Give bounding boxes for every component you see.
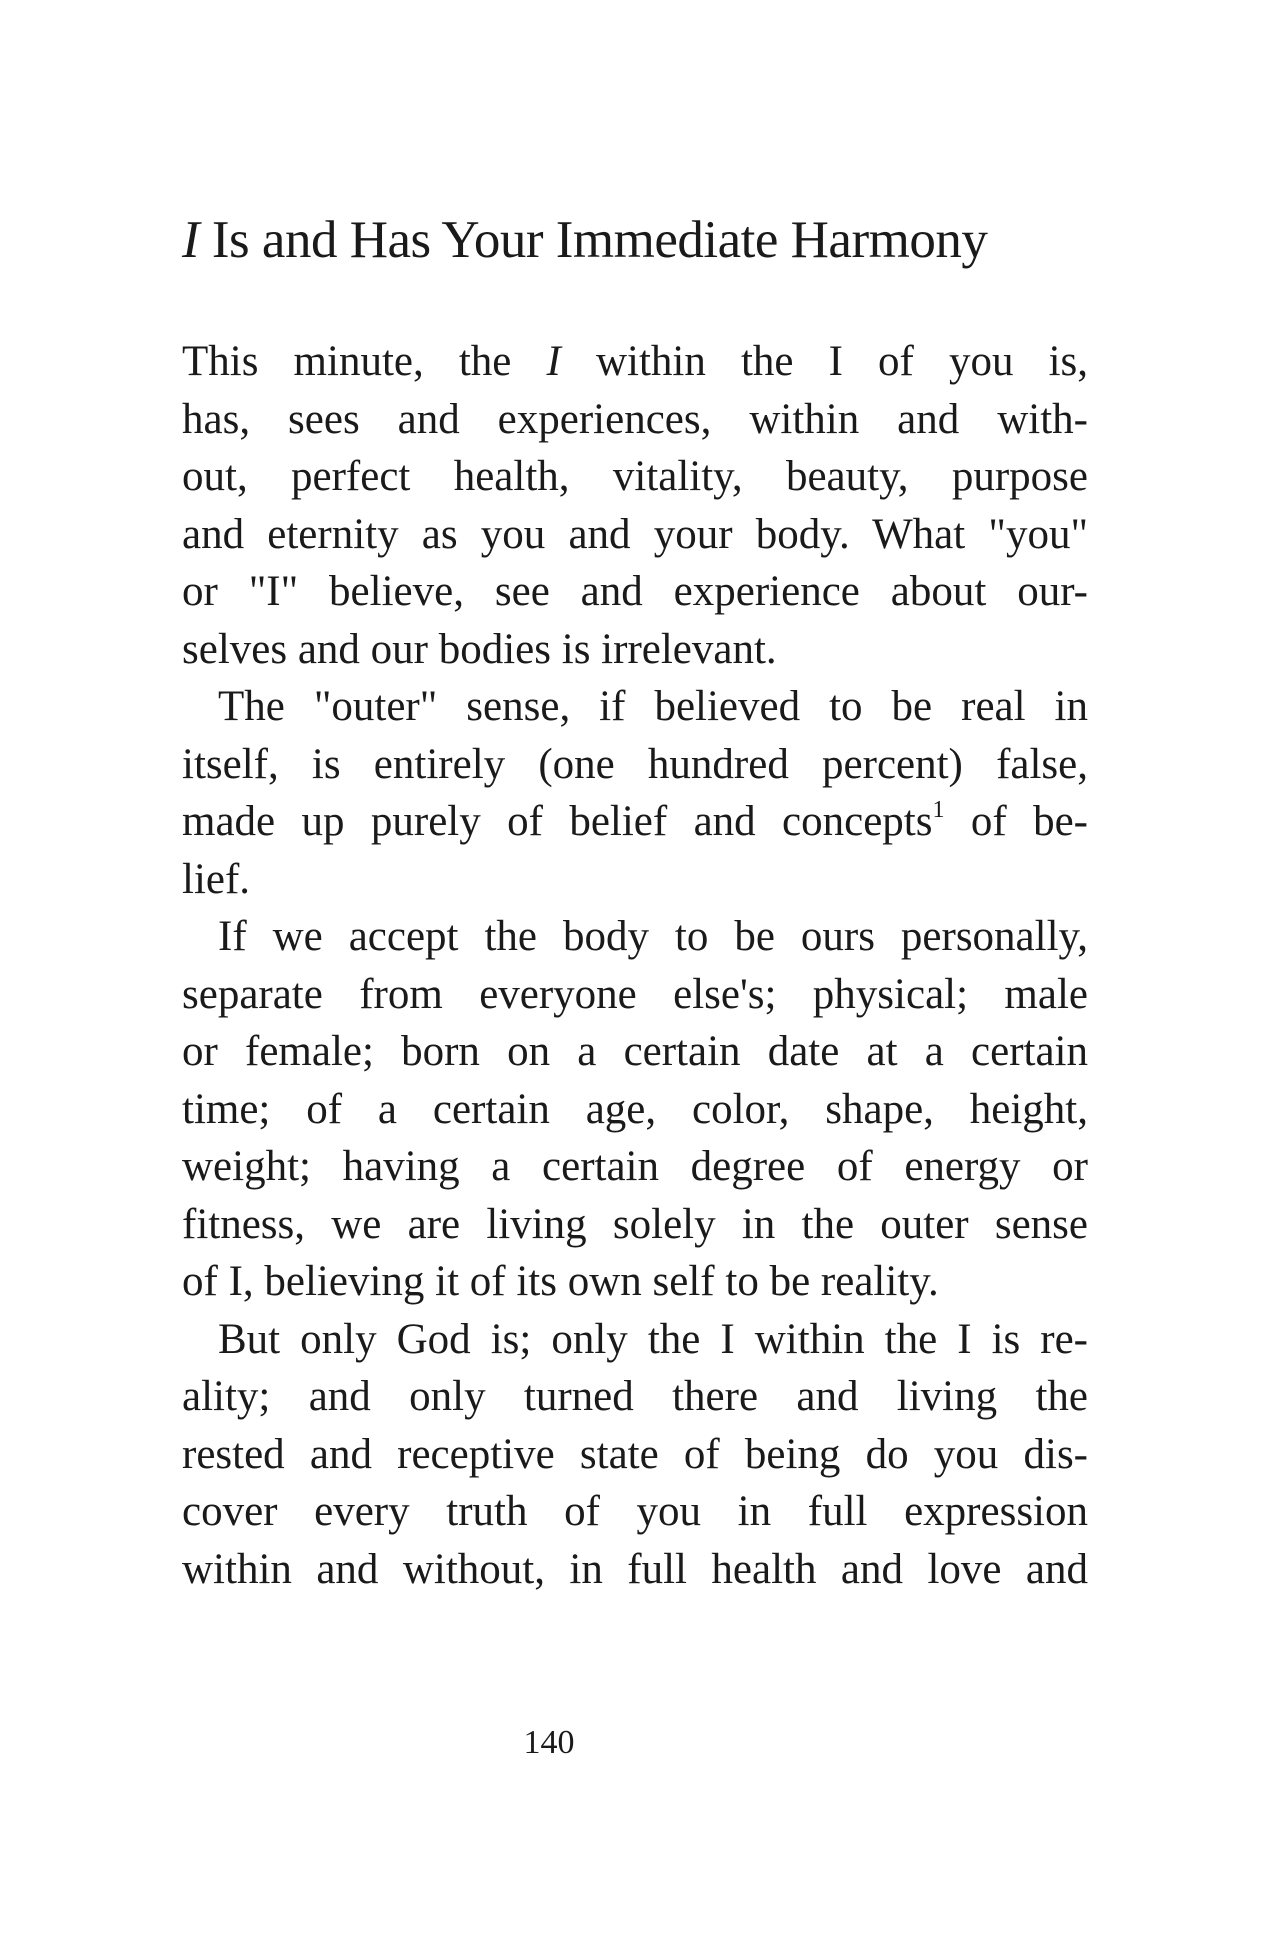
- text-line: and eternity as you and your body. What "you": [182, 510, 1088, 558]
- text-line: of I, believing it of its own self to be reality.: [182, 1258, 939, 1305]
- text-line: But only God is; only the I within the I is re-: [218, 1315, 1088, 1363]
- text-line: The "outer" sense, if believed to be real in: [218, 683, 1088, 730]
- footnote-marker[interactable]: 1: [932, 797, 945, 823]
- text-line: cover every truth of you in full expression: [182, 1488, 1088, 1535]
- text-line: ality; and only turned there and living the: [182, 1373, 1088, 1420]
- page-number: 140: [523, 1724, 575, 1761]
- italic-word: I: [546, 338, 561, 385]
- text-line: rested and receptive state of being do you dis-: [182, 1430, 1088, 1478]
- text-line: made up purely of belief and concepts$^1$ of be-: [182, 797, 1088, 845]
- text-line: separate from everyone else's; physical; male: [182, 970, 1088, 1018]
- body-text: [182, 333, 1088, 1598]
- chapter-title-text: Is and Has Your Immediate Harmony: [199, 211, 988, 269]
- text-line: selves and our bodies is irrelevant.: [182, 625, 777, 673]
- text-line: out, perfect health, vitality, beauty, purpose: [182, 453, 1088, 500]
- text-line: This minute, the I within the I of you is,: [182, 338, 1089, 385]
- text-line: fitness, we are living solely in the outer sense: [182, 1200, 1088, 1248]
- text-line: or "I" believe, see and experience about our-: [182, 568, 1088, 615]
- book-page: [182, 0, 1088, 1950]
- text-line: If we accept the body to be ours personally,: [218, 913, 1088, 960]
- text-line: lief.: [182, 855, 251, 903]
- text-line: within and without, in full health and love and: [182, 1545, 1088, 1593]
- text-line: weight; having a certain degree of energy or: [182, 1143, 1088, 1190]
- text-line: or female; born on a certain date at a certain: [182, 1028, 1088, 1075]
- chapter-title: [182, 208, 1088, 272]
- text-line: itself, is entirely (one hundred percent) false,: [182, 740, 1088, 788]
- text-line: time; of a certain age, color, shape, height,: [182, 1085, 1088, 1133]
- text-line: has, sees and experiences, within and with-: [182, 395, 1088, 443]
- chapter-title-italic: I: [182, 211, 200, 269]
